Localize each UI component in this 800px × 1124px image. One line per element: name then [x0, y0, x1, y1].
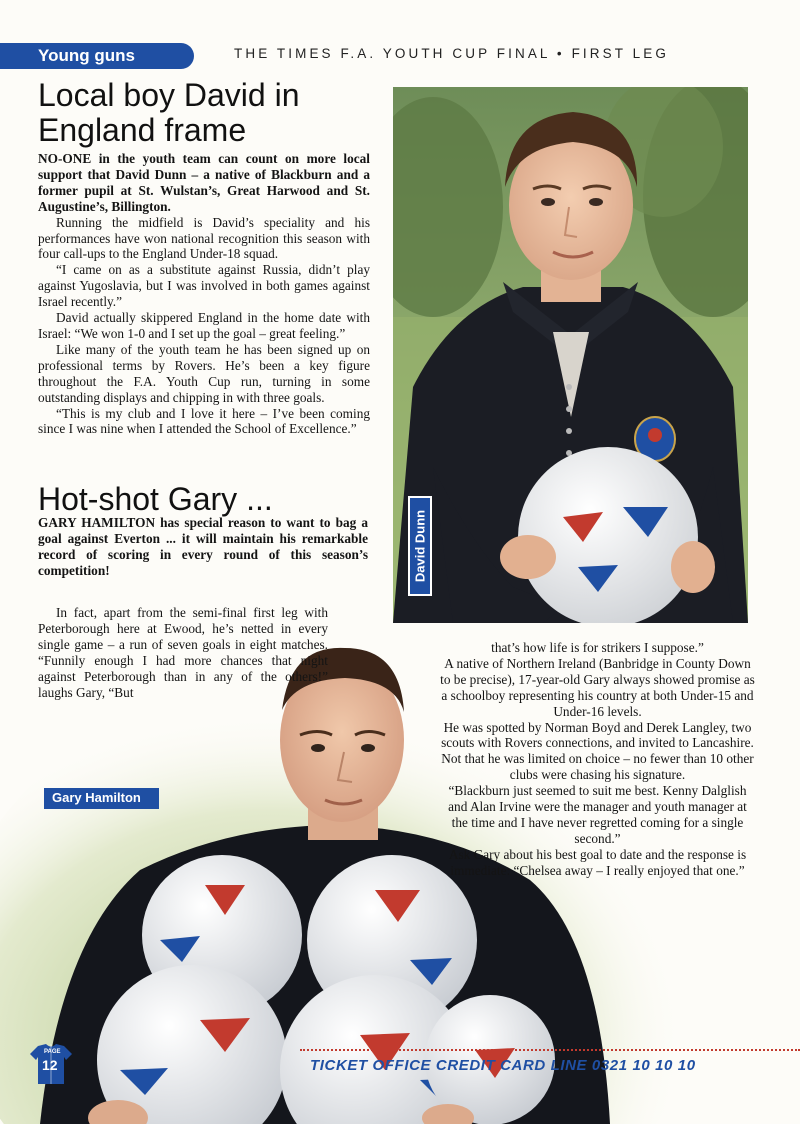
article2-lead: GARY HAMILTON has special reason to want to bag a goal against Everton ... it will maintain his remarkable record of scoring in every round of this season’s competition! [38, 515, 368, 578]
article1-paragraph: David actually skippered England in the home date with Israel: “We won 1-0 and I set up the goal – great feeling.” [38, 310, 370, 341]
section-label: Young guns [38, 46, 135, 65]
article2-paragraph: He was spotted by Norman Boyd and Derek Langley, two scouts with Rovers connections, and invited to Lancashire. Not that he was limited on choice – no fewer than 10 other clubs were chasing his signature. [441, 719, 754, 783]
page-label: PAGE [44, 1049, 61, 1055]
article2-paragraph: “Blackburn just seemed to suit me best. Kenny Dalglish and Alan Irvine were the manager and youth manager at the time and I have never regretted coming for a single second.” [448, 783, 747, 846]
article2-right-column [440, 640, 755, 879]
gary-hamilton-caption-text: Gary Hamilton [52, 790, 141, 805]
ticket-office-line: TICKET OFFICE CREDIT CARD LINE 0321 10 10 10 [310, 1057, 696, 1074]
article2-lead-block [38, 515, 368, 579]
article1-headline: Local boy David in England frame [38, 77, 300, 148]
article2-headline: Hot-shot Gary ... [38, 481, 273, 517]
david-dunn-caption [408, 496, 432, 596]
article1-body [38, 151, 370, 437]
david-dunn-photo [393, 87, 748, 623]
footer-dotted-rule [300, 1049, 800, 1051]
article2-paragraph: that’s how life is for strikers I suppose.” [491, 640, 704, 655]
article2-paragraph: A native of Northern Ireland (Banbridge in County Down to be precise), 17-year-old Gary always showed promise as a schoolboy representing his country at both Under-15 and Under-16 levels. [440, 655, 755, 719]
gary-hamilton-caption [44, 788, 159, 809]
article2-paragraph: In fact, apart from the semi-final first leg with Peterborough here at Ewood, he’s netted in every single game – a run of seven goals in eight matches. “Funnily enough I had more chances that night against Peterborough than in any of the others!” laughs Gary, “But [38, 605, 328, 700]
article2-paragraph: Ask Gary about his best goal to date and the response is immediate: “Chelsea away – I really enjoyed that one.” [448, 846, 747, 878]
david-dunn-caption-text: David Dunn [412, 509, 428, 583]
article1-paragraph: Running the midfield is David’s speciality and his performances have won national recognition this season with four call-ups to the England Under-18 squad. [38, 214, 370, 262]
page-number: 12 [42, 1057, 58, 1073]
article2-left-column [38, 605, 328, 700]
running-head: THE TIMES F.A. YOUTH CUP FINAL • FIRST LEG [234, 46, 669, 61]
article1-paragraph: “This is my club and I love it here – I’ve been coming since I was nine when I attended the School of Excellence.” [38, 405, 370, 437]
page-number-badge [30, 1044, 72, 1084]
section-tab [0, 43, 194, 69]
article1-paragraph: “I came on as a substitute against Russia, didn’t play against Yugoslavia, but I was involved in both games against Israel recently.” [38, 262, 370, 310]
article1-paragraph: Like many of the youth team he has been signed up on professional terms by Rovers. He’s been a key figure throughout the F.A. Youth Cup run, turning in some outstanding displays and chipping in with three goals. [38, 341, 370, 405]
article1-lead: NO-ONE in the youth team can count on more local support that David Dunn – a native of Blackburn and a former pupil at St. Wulstan’s, Great Harwood and St. Augustine’s, Billington. [38, 151, 370, 214]
david-dunn-illustration [393, 87, 748, 623]
